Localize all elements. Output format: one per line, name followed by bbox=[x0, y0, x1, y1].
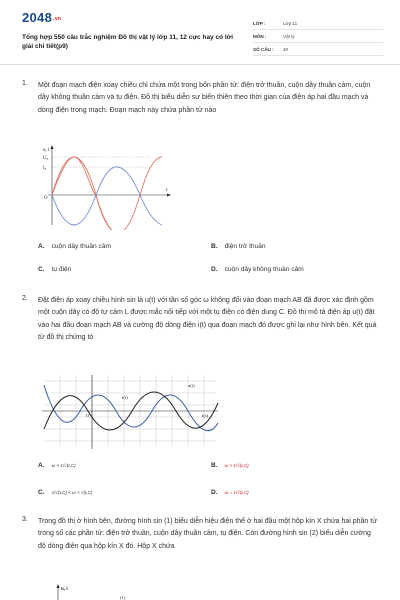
option-letter: B. bbox=[211, 462, 218, 469]
graph-i-label: i(t) bbox=[122, 395, 128, 400]
question-number: 2. bbox=[22, 295, 28, 302]
option-letter: A. bbox=[38, 243, 45, 250]
graph-u0-label: U₀ bbox=[43, 156, 49, 161]
graph-u-label: u(t) bbox=[188, 383, 195, 388]
meta-row-count bbox=[253, 43, 383, 56]
y-arrow bbox=[51, 145, 54, 149]
meta-key: LỚP : bbox=[253, 20, 266, 26]
meta-value: Lớp 11 bbox=[283, 20, 298, 26]
logo-suffix: .vn bbox=[53, 15, 62, 22]
option-text: cuộn dây thuần cảm bbox=[51, 243, 111, 250]
i-curve bbox=[52, 167, 162, 225]
option-text: ω = 1/√(LC) bbox=[224, 489, 249, 495]
option-d[interactable] bbox=[211, 489, 249, 496]
y-arrow bbox=[57, 584, 60, 588]
option-text: tụ điện bbox=[51, 266, 72, 273]
option-text: điện trở thuần bbox=[224, 243, 266, 250]
option-letter: C. bbox=[38, 266, 45, 273]
logo-text: 2048 bbox=[22, 10, 53, 25]
meta-key: MÔN : bbox=[253, 33, 267, 39]
option-text: 1/√(LC) < ω < √(LC) bbox=[51, 489, 93, 495]
header-divider bbox=[0, 64, 400, 65]
option-c[interactable] bbox=[38, 489, 92, 496]
meta-value: Vật lý bbox=[283, 33, 295, 39]
site-logo[interactable] bbox=[22, 10, 61, 25]
option-text: ω > 1/√(LC) bbox=[224, 462, 249, 468]
question-text: Một đoạn mạch điện xoay chiều chỉ chứa một trong bốn phần tử: điện trở thuần, cuộn dây thuần cảm, cuộn dây không thuần cảm và tụ điện. Đồ thị biểu diễn sự biến thiên theo thời gian của điện áp hai đầu mạch và dòng điện trong mạch. Đoạn mạch này chứa phần tử nào bbox=[38, 82, 371, 114]
document-title: Tổng hợp 550 câu trắc nghiệm Đồ thị vật lý lớp 11, 12 cực hay có lời giải chi tiết(p9) bbox=[22, 34, 234, 50]
question-text: Đặt điện áp xoay chiều hình sin là u(t) với tần số góc ω không đổi vào đoạn mạch AB đã được xác định gồm một cuộn dây có độ tự cảm L được mắc nối tiếp với một tụ điện có điện dung C. Đồ thị mô tả điện áp u(t) đặt vào hai đầu đoạn mạch AB và cường độ dòng điện i(t) qua đoạn mạch đó được ghi lại như hình bên. Kết quả từ đồ thị chứng tỏ bbox=[38, 297, 377, 342]
question-3 bbox=[22, 516, 378, 576]
meta-row-class bbox=[253, 17, 383, 30]
option-letter: B. bbox=[211, 243, 218, 250]
graph-t-label: t bbox=[166, 188, 168, 193]
graph-origin-label: O bbox=[44, 196, 48, 201]
option-d[interactable] bbox=[211, 266, 304, 273]
option-letter: A. bbox=[38, 462, 45, 469]
option-text: ω < 1/√(LC) bbox=[51, 462, 76, 468]
option-b[interactable] bbox=[211, 243, 266, 250]
meta-key: SỐ CÂU : bbox=[253, 46, 274, 52]
graph-i0-label: I₀ bbox=[43, 166, 47, 171]
graph-y-label: u, i bbox=[61, 587, 68, 592]
i-curve bbox=[44, 385, 218, 431]
option-letter: D. bbox=[211, 266, 218, 273]
option-b[interactable] bbox=[211, 462, 249, 469]
meta-row-subject bbox=[253, 30, 383, 43]
question-2-graph bbox=[40, 373, 220, 451]
u-curve bbox=[52, 157, 162, 230]
option-a[interactable] bbox=[38, 462, 76, 469]
question-text: Trong đồ thị ở hình bên, đường hình sin (1) biểu diễn hiệu điện thế ở hai đầu một hộp kín X chứa hai phần tử trong số các phần tử: điện trở thuần, cuộn dây thuần cảm, tụ điện. Còn đường hình sin (2) biểu diễn cường độ dòng điện qua hộp kín X đó. Hộp X chứa bbox=[38, 518, 377, 550]
question-2 bbox=[22, 295, 378, 365]
question-3-graph bbox=[44, 582, 144, 600]
option-text: cuộn dây không thuần cảm bbox=[224, 266, 304, 273]
question-1-graph bbox=[40, 143, 174, 230]
meta-value: 40 bbox=[283, 46, 289, 52]
option-letter: D. bbox=[211, 489, 218, 496]
option-c[interactable] bbox=[38, 266, 71, 273]
meta-table bbox=[253, 17, 383, 56]
page-header bbox=[0, 0, 400, 64]
question-number: 3. bbox=[22, 516, 28, 523]
graph-origin-label: O bbox=[86, 413, 90, 418]
graph-t-label: t(s) bbox=[202, 413, 209, 418]
option-a[interactable] bbox=[38, 243, 111, 250]
graph-curve1-label: (1) bbox=[120, 595, 126, 600]
x-arrow bbox=[167, 194, 171, 197]
question-number: 1. bbox=[22, 80, 28, 87]
graph-y-label: u, i bbox=[43, 148, 50, 153]
option-letter: C. bbox=[38, 489, 45, 496]
